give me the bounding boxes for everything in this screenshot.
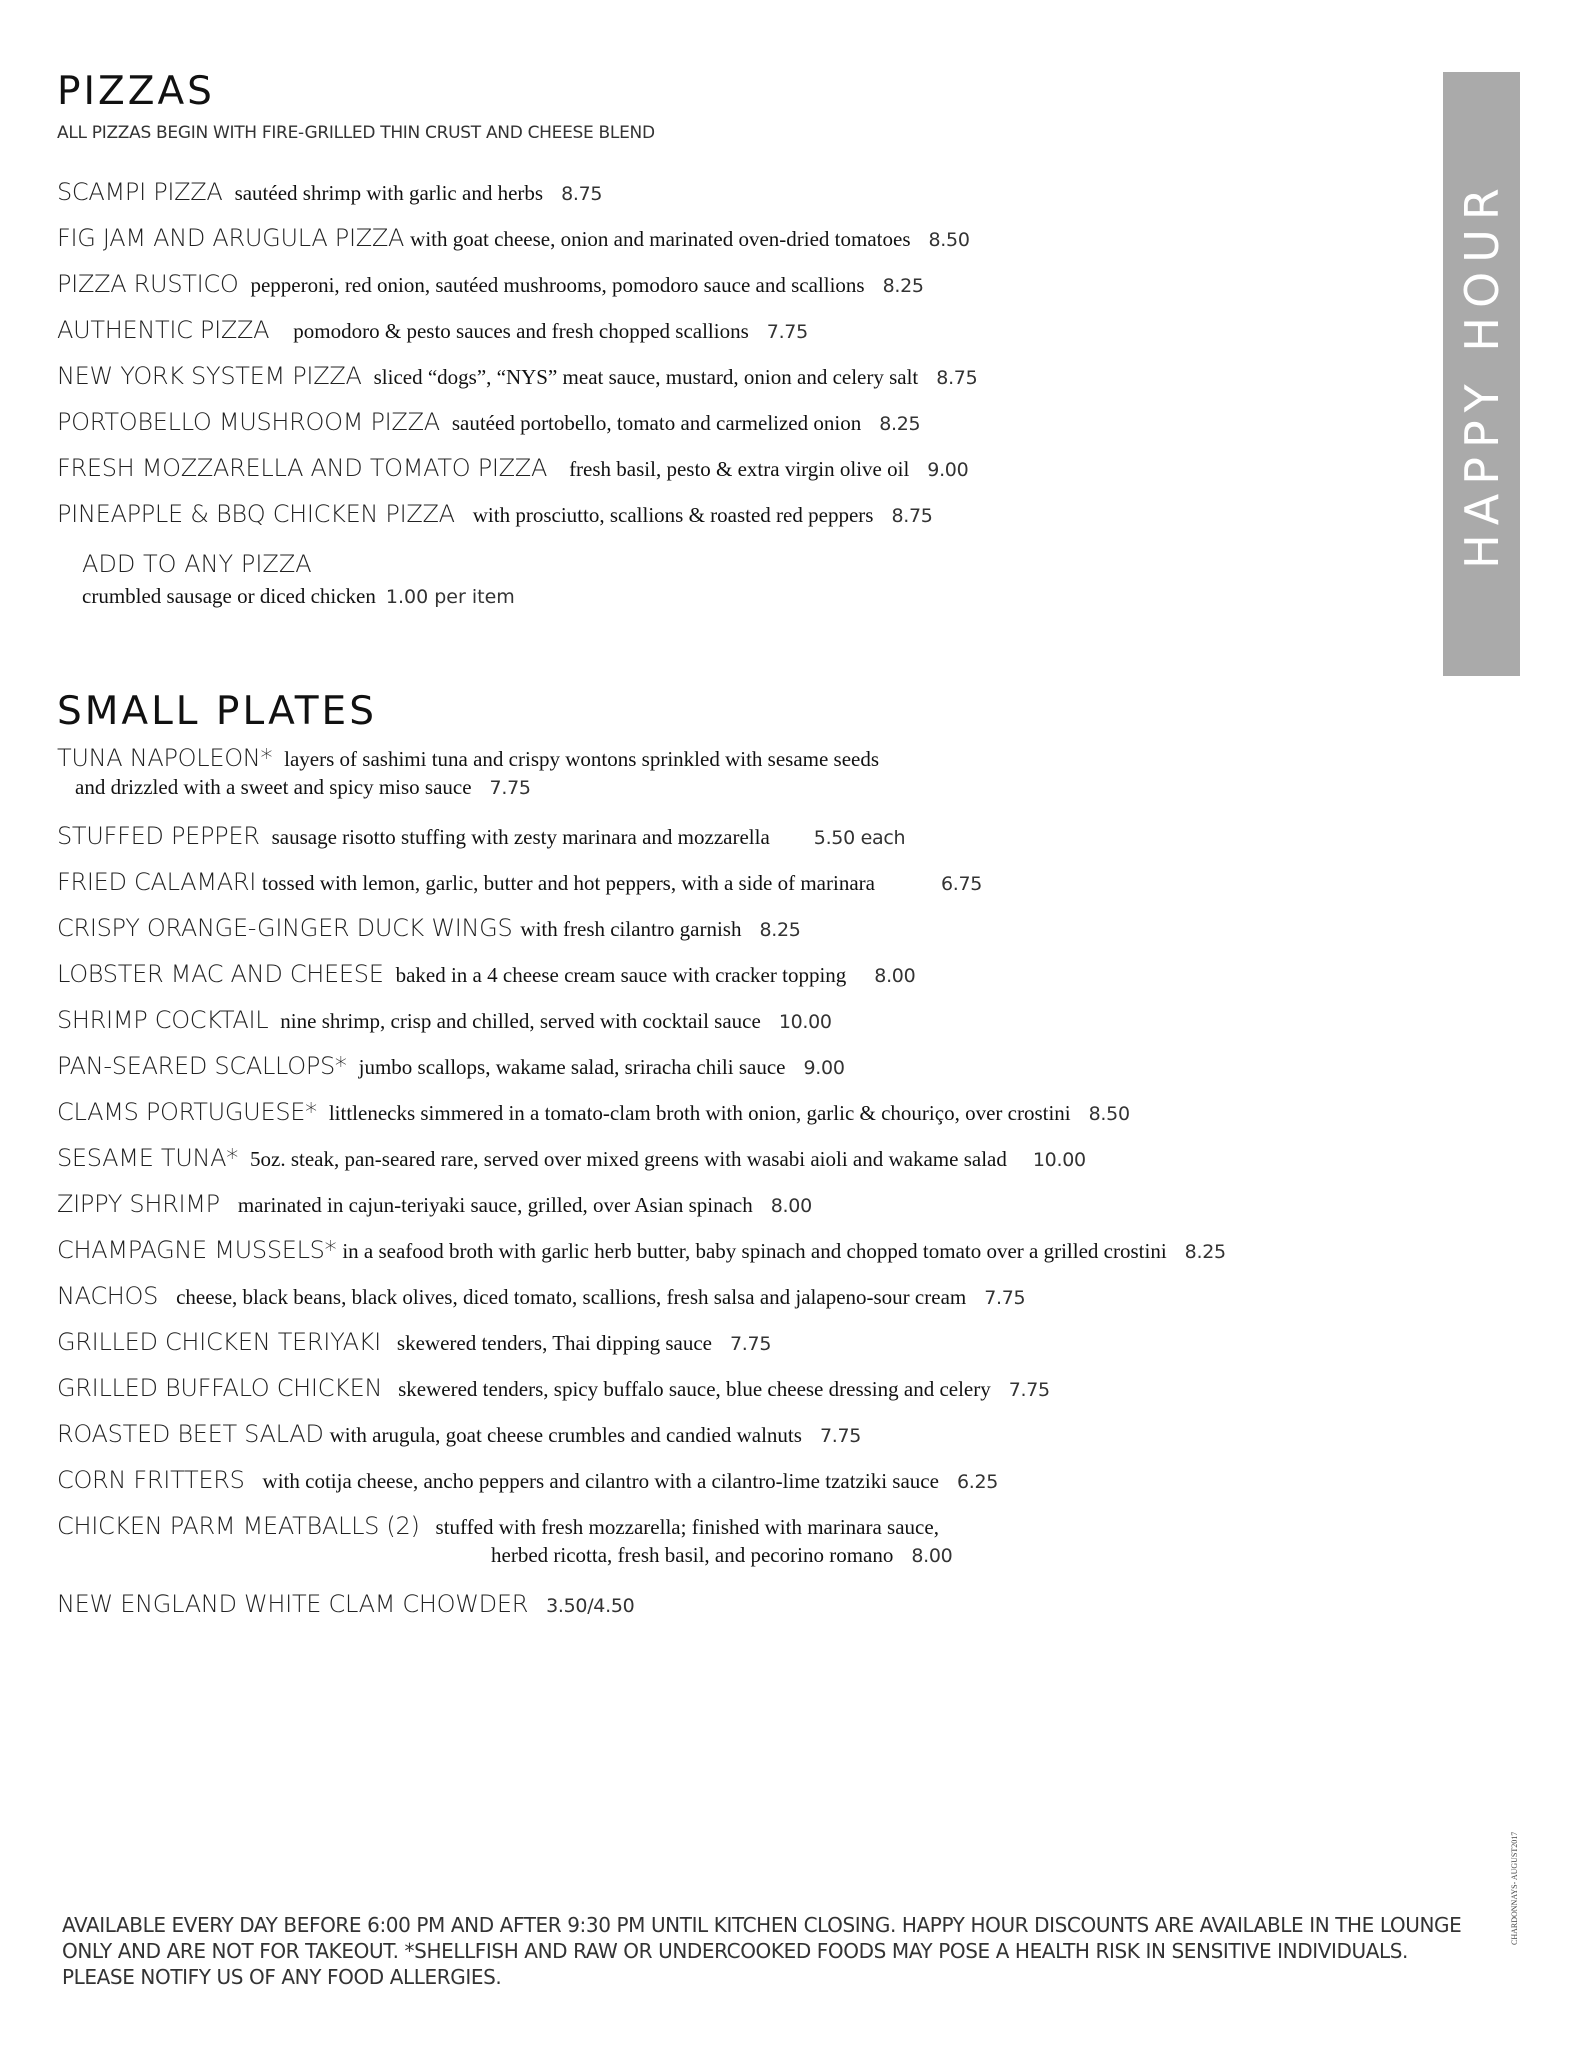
item-name: PINEAPPLE & BBQ CHICKEN PIZZA [57,500,455,528]
menu-item [57,1468,998,1492]
item-description: sliced “dogs”, “NYS” meat sauce, mustard, onion and celery salt [373,365,919,389]
item-price: 8.00 [911,1545,953,1567]
menu-item [57,226,970,250]
item-description: sautéed portobello, tomato and carmelized onion [451,411,862,435]
item-price: 8.25 [879,413,921,435]
item-price: 9.00 [927,459,969,481]
menu-item [57,1146,1086,1170]
item-name: NACHOS [57,1282,159,1310]
item-name: CHAMPAGNE MUSSELS* [57,1236,337,1264]
item-description: tossed with lemon, garlic, butter and hot peppers, with a side of marinara [262,871,875,895]
item-name: NEW ENGLAND WHITE CLAM CHOWDER [57,1590,529,1618]
item-price: 8.50 [1088,1103,1130,1125]
addon-title: ADD TO ANY PIZZA [82,550,312,578]
item-name: SESAME TUNA* [57,1144,238,1172]
item-name: PORTOBELLO MUSHROOM PIZZA [57,408,440,436]
item-description: littlenecks simmered in a tomato-clam broth with onion, garlic & chouriço, over crostini [328,1101,1071,1125]
happy-hour-banner [1443,72,1520,676]
item-name: PAN-SEARED SCALLOPS* [57,1052,347,1080]
item-price: 7.75 [489,777,531,799]
item-description: layers of sashimi tuna and crispy wontons sprinkled with sesame seeds [284,747,880,771]
item-price: 6.75 [940,873,983,895]
item-price: 8.25 [882,275,924,297]
menu-item [57,1422,861,1446]
menu-item [57,1100,1130,1124]
item-description: pepperoni, red onion, sautéed mushrooms, pomodoro sauce and scallions [250,273,865,297]
item-name: CORN FRITTERS [57,1466,245,1494]
item-description: with arugula, goat cheese crumbles and candied walnuts [329,1423,802,1447]
menu-item [57,870,982,894]
item-description: with cotija cheese, ancho peppers and cilantro with a cilantro-lime tzatziki sauce [262,1469,939,1493]
item-price: 7.75 [730,1333,772,1355]
menu-item [57,364,977,388]
pizzas-subtitle: ALL PIZZAS BEGIN WITH FIRE-GRILLED THIN CRUST AND CHEESE BLEND [57,123,655,143]
item-price: 8.75 [936,367,978,389]
item-price: 8.75 [561,183,603,205]
menu-item [57,962,915,986]
item-description: baked in a 4 cheese cream sauce with cracker topping [395,963,847,987]
item-name: NEW YORK SYSTEM PIZZA [57,362,362,390]
item-name: SHRIMP COCKTAIL [57,1006,269,1034]
item-description: marinated in cajun-teriyaki sauce, grilled, over Asian spinach [237,1193,753,1217]
item-name: LOBSTER MAC AND CHEESE [57,960,384,988]
menu-item [57,1192,812,1216]
item-name: PIZZA RUSTICO [57,270,239,298]
item-description: skewered tenders, Thai dipping sauce [396,1331,712,1355]
item-name: STUFFED PEPPER [57,822,260,850]
menu-item [57,410,920,434]
item-description: fresh basil, pesto & extra virgin olive oil [569,457,910,481]
item-description: 5oz. steak, pan-seared rare, served over mixed greens with wasabi aioli and wakame salad [250,1147,1007,1171]
item-description: sautéed shrimp with garlic and herbs [234,181,544,205]
addon-description: crumbled sausage or diced chicken [82,584,376,608]
menu-item [57,1054,845,1078]
item-name: CHICKEN PARM MEATBALLS (2) [57,1512,420,1540]
pizzas-heading: PIZZAS [57,69,215,114]
menu-item [57,180,602,204]
item-description: cheese, black beans, black olives, diced tomato, scallions, fresh salsa and jalapeno-sour cream [176,1285,967,1309]
menu-item [57,318,808,342]
item-description: with goat cheese, onion and marinated oven-dried tomatoes [410,227,911,251]
print-code: CHARDONNAYS- AUGUST2017 [1510,1831,1519,1945]
item-description: with fresh cilantro garnish [520,917,742,941]
menu-item [57,916,801,940]
item-name: TUNA NAPOLEON* [57,744,273,772]
item-description: pomodoro & pesto sauces and fresh chopped scallions [293,319,749,343]
item-description: sausage risotto stuffing with zesty marinara and mozzarella [271,825,770,849]
item-name: FRIED CALAMARI [57,868,257,896]
menu-item [57,1238,1226,1262]
item-description-continued: and drizzled with a sweet and spicy miso sauce [75,775,472,799]
addon-price: 1.00 per item [385,586,515,608]
item-price: 9.00 [803,1057,845,1079]
menu-item [57,272,924,296]
menu-item [57,746,879,798]
item-description: with prosciutto, scallions & roasted red peppers [472,503,874,527]
item-description: stuffed with fresh mozzarella; finished with marinara sauce, [435,1515,939,1539]
item-price: 8.25 [759,919,801,941]
pizza-addon [82,552,515,607]
menu-item [57,456,968,480]
item-description: nine shrimp, crisp and chilled, served with cocktail sauce [280,1009,761,1033]
item-price: 7.75 [819,1425,862,1447]
menu-item [57,1514,952,1566]
item-price: 7.75 [766,321,808,343]
item-price: 8.50 [928,229,970,251]
item-price: 7.75 [1008,1379,1050,1401]
item-name: GRILLED CHICKEN TERIYAKI [57,1328,381,1356]
item-name: AUTHENTIC PIZZA [57,316,270,344]
menu-item [57,502,933,526]
item-name: GRILLED BUFFALO CHICKEN [57,1374,383,1402]
menu-item [57,1008,832,1032]
item-name: CRISPY ORANGE-GINGER DUCK WINGS [57,914,513,942]
small-plates-heading: SMALL PLATES [57,689,377,734]
item-name: FIG JAM AND ARUGULA PIZZA [57,224,405,252]
menu-item [57,1284,1025,1308]
banner-label: HAPPY HOUR [1454,179,1509,569]
item-description: in a seafood broth with garlic herb butter, baby spinach and chopped tomato over a grilled crostini [342,1239,1167,1263]
item-price: 10.00 [1032,1149,1086,1171]
item-description-continued: herbed ricotta, fresh basil, and pecorino romano [491,1543,894,1567]
item-name: CLAMS PORTUGUESE* [57,1098,317,1126]
menu-item [57,1376,1050,1400]
item-price: 8.00 [770,1195,812,1217]
item-name: FRESH MOZZARELLA AND TOMATO PIZZA [57,454,548,482]
item-description: skewered tenders, spicy buffalo sauce, blue cheese dressing and celery [398,1377,991,1401]
menu-item [57,1592,634,1616]
menu-item [57,824,905,848]
item-price: 8.00 [874,965,916,987]
item-price: 10.00 [778,1011,832,1033]
item-price: 8.75 [891,505,933,527]
item-price: 8.25 [1184,1241,1226,1263]
item-name: SCAMPI PIZZA [57,178,223,206]
footer-disclaimer: AVAILABLE EVERY DAY BEFORE 6:00 PM AND AFTER 9:30 PM UNTIL KITCHEN CLOSING. HAPPY HOUR DISCOUNTS ARE AVAILABLE IN THE LOUNGE ONLY AND ARE NOT FOR TAKEOUT. *SHELLFISH AND RAW OR UNDERCOOKED FOODS MAY POSE A HEALTH RISK IN SENSITIVE INDIVIDUALS. PLEASE NOTIFY US OF ANY FOOD ALLERGIES. [62,1913,1462,1989]
item-price: 5.50 each [813,827,906,849]
item-description: jumbo scallops, wakame salad, sriracha chili sauce [358,1055,786,1079]
item-name: ROASTED BEET SALAD [57,1420,324,1448]
item-price: 3.50/4.50 [546,1595,635,1617]
item-name: ZIPPY SHRIMP [57,1190,220,1218]
item-price: 6.25 [956,1471,999,1493]
item-price: 7.75 [984,1287,1026,1309]
menu-item [57,1330,771,1354]
